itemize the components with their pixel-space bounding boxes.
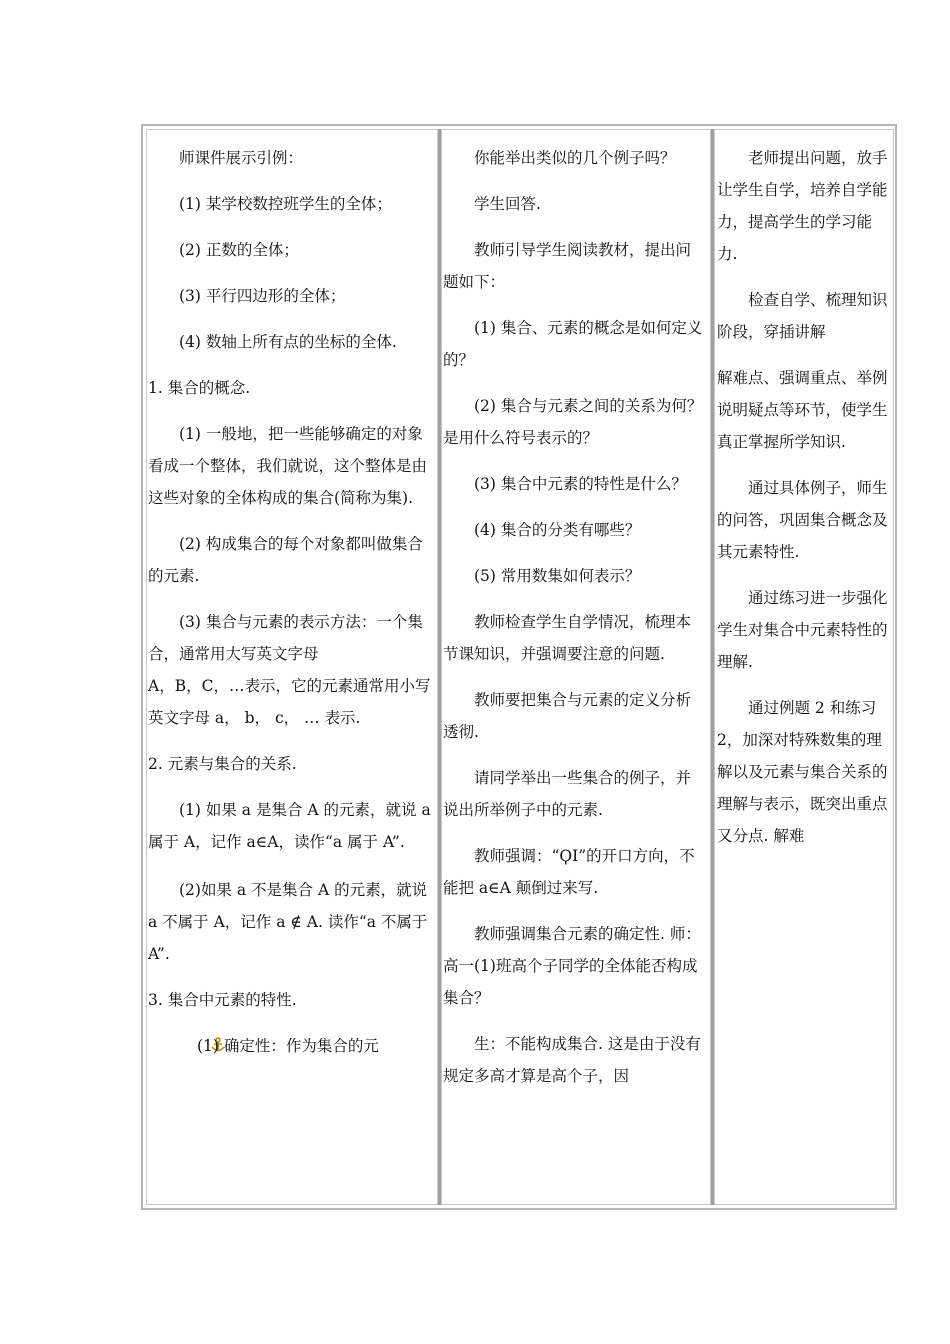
paragraph: 通过具体例子，师生的问答，巩固集合概念及其元素特性.	[717, 479, 888, 561]
section-heading: 1. 集合的概念.	[148, 379, 251, 397]
paragraph: 请同学举出一些集合的例子，并说出所举例子中的元素.	[443, 769, 692, 819]
paragraph: 教师引导学生阅读教材，提出问题如下：	[443, 241, 692, 291]
section-heading: 3. 集合中元素的特性.	[148, 991, 297, 1009]
paragraph: 教师强调：“ϘⅠ”的开口方向，不能把 a∈A 颠倒过来写.	[443, 847, 695, 897]
paragraph: (5) 常用数集如何表示？	[474, 567, 641, 585]
paragraph: 老师提出问题，放手让学生自学，培养自学能力，提高学生的学习能力.	[717, 149, 888, 263]
paragraph: 生：不能构成集合. 这是由于没有规定多高才算是高个子，因	[443, 1035, 701, 1085]
paragraph: (1) 一般地，把一些能够确定的对象看成一个整体，我们就说，这个整体是由这些对象的全体构成的集合(简称为集).	[148, 425, 428, 507]
paragraph: 检查自学、梳理知识阶段，穿插讲解	[717, 291, 888, 341]
paragraph: A，B，C，…表示，它的元素通常用小写英文字母 a， b， c， … 表示.	[148, 677, 431, 727]
paragraph	[148, 1030, 435, 1062]
paragraph: (1) 如果 a 是集合 A 的元素，就说 a 属于 A，记作 a∈A，读作“a 属于 A”.	[148, 801, 431, 851]
paragraph: (4) 数轴上所有点的坐标的全体.	[179, 333, 397, 351]
teaching-content-column	[146, 129, 438, 1205]
paragraph: (3) 集合中元素的特性是什么？	[474, 475, 687, 493]
paragraph: (2) 正数的全体；	[179, 241, 299, 259]
paragraph: 通过练习进一步强化学生对集合中元素特性的理解.	[717, 589, 888, 671]
paragraph: 解难点、强调重点、举例说明疑点等环节，使学生真正掌握所学知识.	[717, 369, 888, 451]
paragraph: (1) 集合、元素的概念是如何定义的？	[443, 319, 703, 369]
paragraph: (2)如果 a 不是集合 A 的元素，就说 a 不属于 A，记作 a ∉ A. 读作“a 不属于 A”.	[148, 881, 428, 963]
paragraph-text: (1) 确定性：作为集合的元	[197, 1037, 379, 1055]
lesson-table	[141, 124, 897, 1210]
anchor-icon	[179, 1032, 195, 1048]
paragraph: 师课件展示引例：	[179, 149, 304, 167]
section-heading: 2. 元素与集合的关系.	[148, 755, 297, 773]
activity-column	[441, 129, 711, 1205]
paragraph: 教师强调集合元素的确定性. 师：高一(1)班高个子同学的全体能否构成集合？	[443, 925, 701, 1007]
paragraph: (4) 集合的分类有哪些？	[474, 521, 641, 539]
paragraph: 你能举出类似的几个例子吗？	[474, 149, 676, 167]
paragraph: (3) 平行四边形的全体；	[179, 287, 346, 305]
paragraph: 通过例题 2 和练习 2，加深对特殊数集的理解以及元素与集合关系的理解与表示，既突出重点又分点. 解难	[717, 699, 888, 845]
paragraph: 学生回答.	[474, 195, 541, 213]
paragraph: (1) 某学校数控班学生的全体；	[179, 195, 392, 213]
paragraph: (2) 集合与元素之间的关系为何？是用什么符号表示的？	[443, 397, 703, 447]
design-intent-column	[714, 129, 894, 1205]
paragraph: 教师要把集合与元素的定义分析透彻.	[443, 691, 692, 741]
paragraph: 教师检查学生自学情况，梳理本节课知识，并强调要注意的问题.	[443, 613, 692, 663]
paragraph: (2) 构成集合的每个对象都叫做集合的元素.	[148, 535, 423, 585]
paragraph: (3) 集合与元素的表示方法：一个集合，通常用大写英文字母	[148, 613, 423, 663]
